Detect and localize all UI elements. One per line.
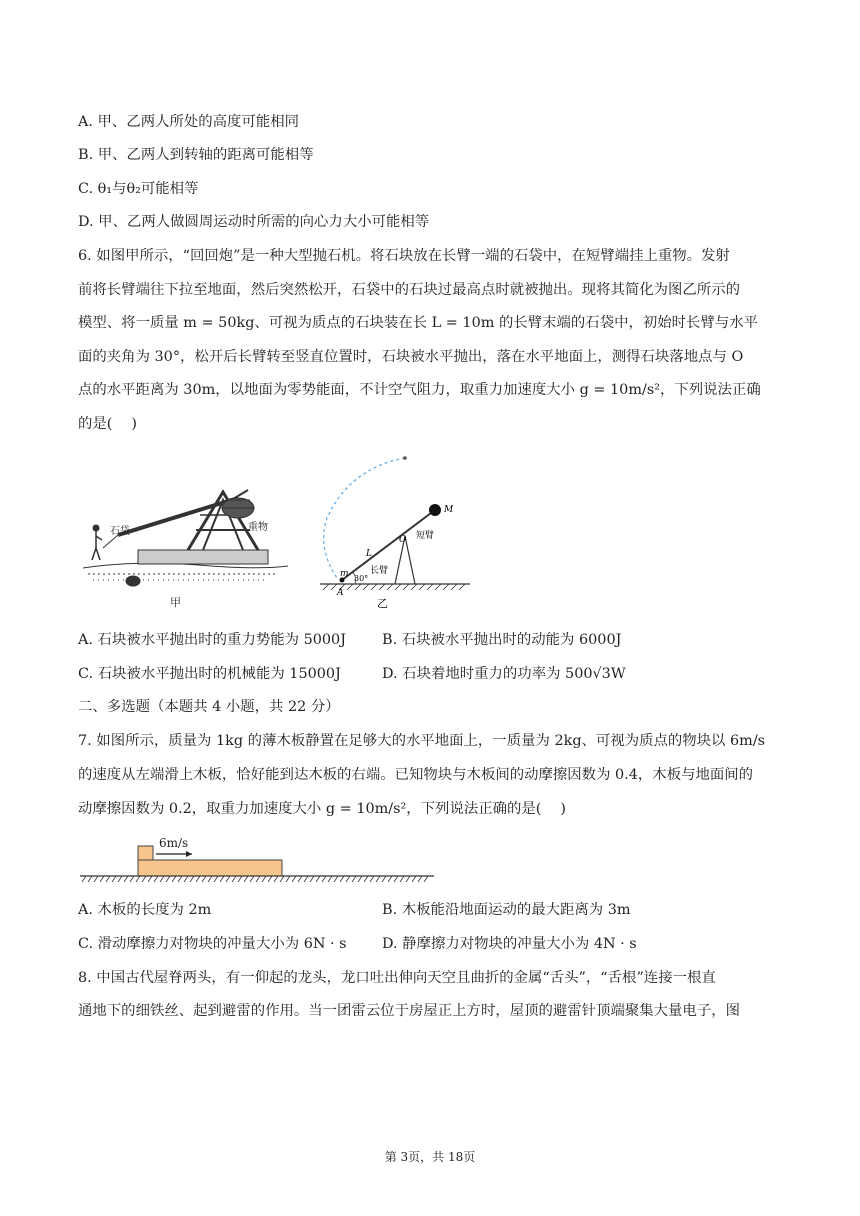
q6-stem-line: 6. 如图甲所示，“回回炮”是一种大型抛石机。将石块放在长臂一端的石袋中，在短臂端挂上重物。发射 bbox=[78, 248, 730, 264]
q7-option-b: B. 木板能沿地面运动的最大距离为 3m bbox=[382, 902, 631, 918]
q6-option-b: B. 石块被水平抛出时的动能为 6000J bbox=[382, 632, 622, 648]
fig-yi-label-l: L bbox=[366, 549, 372, 559]
fig-yi-label-m-upper: M bbox=[444, 505, 454, 515]
q6-stem-line: 模型、将一质量 m = 50kg、可视为质点的石块装在长 L = 10m 的长臂末端的石袋中，初始时长臂与水平 bbox=[78, 315, 758, 331]
q6-option-d: D. 石块着地时重力的功率为 500√3W bbox=[382, 666, 626, 682]
q6-stem-line: 前将长臂端往下拉至地面，然后突然松开，石袋中的石块过最高点时就被抛出。现将其简化为图乙所示的 bbox=[78, 282, 740, 298]
q7-option-a: A. 木板的长度为 2m bbox=[78, 902, 212, 918]
block-board-diagram bbox=[78, 832, 438, 884]
fig-yi-label-angle: 30° bbox=[354, 574, 369, 583]
q5-option-d: D. 甲、乙两人做圆周运动时所需的向心力大小可能相等 bbox=[78, 214, 430, 230]
fig-yi-label-m: m bbox=[340, 569, 349, 579]
velocity-label: 6m/s bbox=[159, 836, 189, 850]
fig-yi-label-o: O bbox=[399, 535, 407, 545]
q8-stem-line: 8. 中国古代屋脊两头，有一仰起的龙头，龙口吐出伸向天空且曲折的金属“舌头”，“舌根”连接一根直 bbox=[78, 970, 716, 986]
q5-option-b: B. 甲、乙两人到转轴的距离可能相等 bbox=[78, 147, 314, 163]
q6-option-a: A. 石块被水平抛出时的重力势能为 5000J bbox=[78, 632, 346, 648]
fig-jia-caption: 甲 bbox=[170, 596, 181, 609]
fig-yi-label-a: A bbox=[337, 588, 344, 598]
q7-option-c: C. 滑动摩擦力对物块的冲量大小为 6N · s bbox=[78, 936, 347, 952]
q7-option-d: D. 静摩擦力对物块的冲量大小为 4N · s bbox=[382, 936, 637, 952]
q6-stem-line: 点的水平距离为 30m，以地面为零势能面，不计空气阻力，取重力加速度大小 g = 10m/s²，下列说法正确 bbox=[78, 382, 761, 398]
fig-jia-label-bag: 石袋 bbox=[110, 526, 130, 537]
q6-stem-line: 的是( ) bbox=[78, 416, 137, 432]
fig-yi-caption: 乙 bbox=[377, 597, 388, 610]
fig-yi-label-short-arm: 短臂 bbox=[416, 531, 435, 541]
catapult-illustration bbox=[78, 470, 298, 610]
q7-stem-line: 动摩擦因数为 0.2，取重力加速度大小 g = 10m/s²，下列说法正确的是( ) bbox=[78, 801, 566, 817]
q5-option-a: A. 甲、乙两人所处的高度可能相同 bbox=[78, 114, 300, 130]
q5-option-c: C. θ₁与θ₂可能相等 bbox=[78, 181, 199, 197]
lever-model-diagram bbox=[315, 448, 475, 613]
q6-stem-line: 面的夹角为 30°，松开后长臂转至竖直位置时，石块被水平抛出，落在水平地面上，测得石块落地点与 O bbox=[78, 349, 744, 365]
section-heading: 二、多选题（本题共 4 小题，共 22 分） bbox=[78, 699, 340, 715]
q6-option-c: C. 石块被水平抛出时的机械能为 15000J bbox=[78, 666, 341, 682]
q7-stem-line: 7. 如图所示，质量为 1kg 的薄木板静置在足够大的水平地面上，一质量为 2kg、可视为质点的物块以 6m/s bbox=[78, 733, 766, 749]
fig-yi-label-long-arm: 长臂 bbox=[370, 566, 389, 576]
q7-stem-line: 的速度从左端滑上木板，恰好能到达木板的右端。已知物块与木板间的动摩擦因数为 0.4，木板与地面间的 bbox=[78, 767, 754, 783]
fig-jia-label-weight: 重物 bbox=[248, 522, 268, 533]
page-footer: 第 3页，共 18页 bbox=[384, 1150, 476, 1164]
q8-stem-line: 通地下的细铁丝、起到避雷的作用。当一团雷云位于房屋正上方时，屋顶的避雷针顶端聚集大量电子，图 bbox=[78, 1003, 740, 1019]
